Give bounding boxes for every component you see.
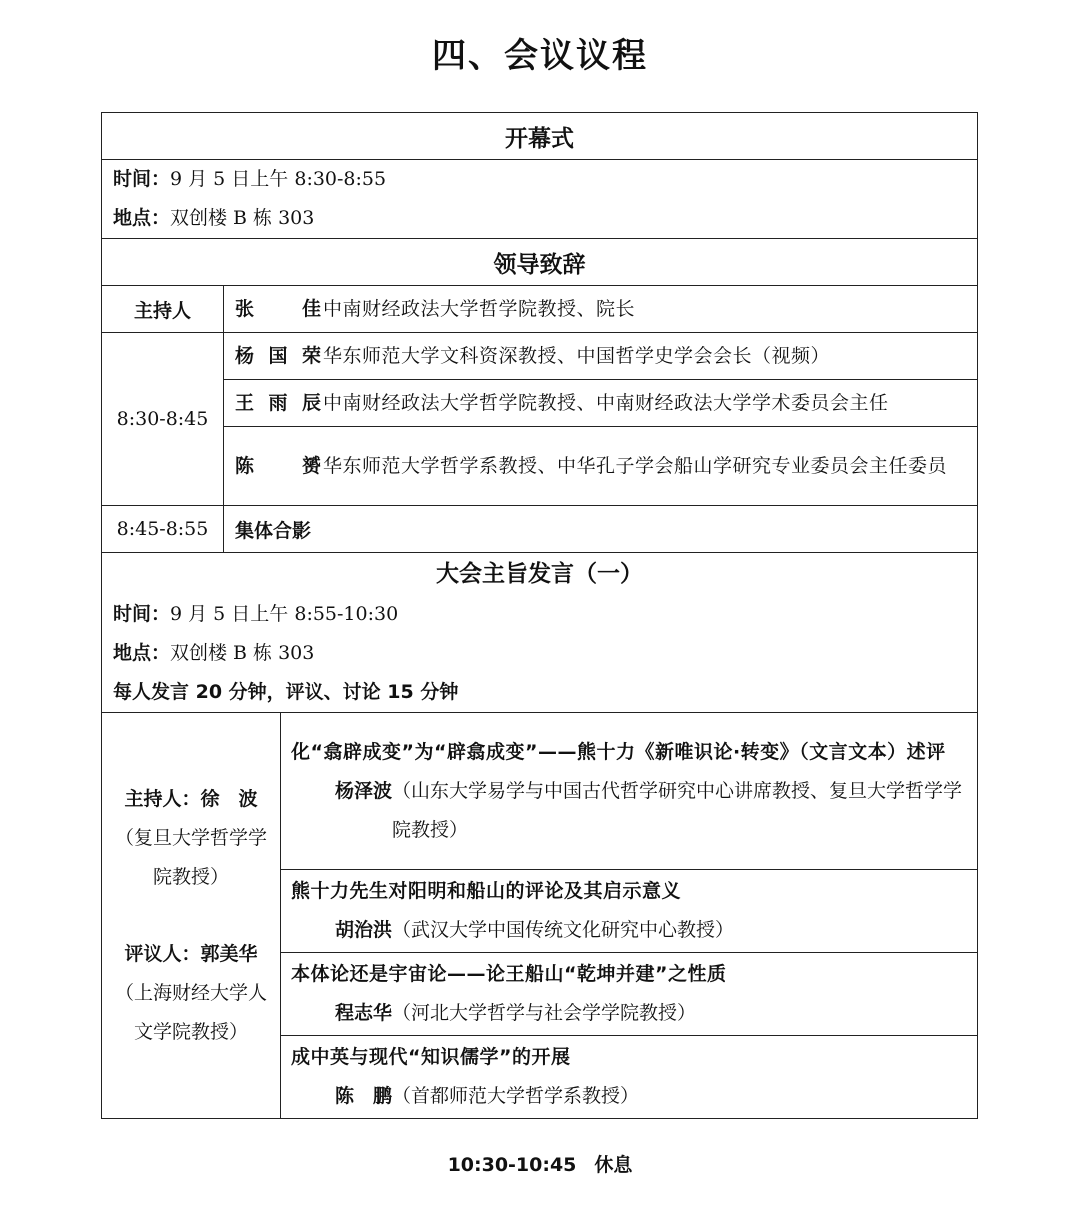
speaker-name: 陈 赟	[235, 454, 321, 477]
talk-item	[281, 713, 978, 870]
opening-heading: 开幕式	[102, 113, 978, 160]
keynote-hosts	[102, 713, 281, 1119]
talk-speaker: 陈 鹏	[335, 1085, 393, 1107]
talk-item	[281, 953, 978, 1036]
keynote-commentator: 评议人：郭美华	[124, 942, 258, 965]
talk-title: 本体论还是宇宙论——论王船山“乾坤并建”之性质	[291, 963, 727, 985]
leaders-heading: 领导致辞	[102, 239, 978, 286]
talk-affiliation: （首都师范大学哲学系教授）	[392, 1085, 640, 1107]
talk-item	[281, 1036, 978, 1119]
time-value: 9 月 5 日上午 8:30-8:55	[170, 168, 387, 190]
photo-label: 集体合影	[224, 506, 978, 553]
page-title: 四、会议议程	[432, 36, 648, 76]
break-time: 10:30-10:45	[447, 1154, 577, 1176]
time-value: 9 月 5 日上午 8:55-10:30	[170, 603, 399, 625]
keynote-host-aff: （复旦大学哲学学院教授）	[114, 826, 267, 888]
keynote-info	[102, 553, 978, 713]
talk-title: 成中英与现代“知识儒学”的开展	[291, 1046, 571, 1068]
opening-place	[102, 199, 977, 238]
speaker-row	[224, 427, 978, 506]
speaker-desc: 华东师范大学哲学系教授、中华孔子学会船山学研究专业委员会主任委员	[323, 454, 948, 477]
keynote-place	[102, 634, 977, 673]
talk-title: 化“翕辟成变”为“辟翕成变”——熊十力《新唯识论·转变》（文言文本）述评	[291, 740, 946, 763]
keynote-commentator-aff: （上海财经大学人文学院教授）	[114, 981, 267, 1043]
place-label: 地点：	[113, 207, 171, 229]
talk-item	[281, 870, 978, 953]
talk-title: 熊十力先生对阳明和船山的评论及其启示意义	[291, 880, 682, 902]
break-line	[0, 1150, 1080, 1177]
speaker-name: 杨国荣	[235, 344, 321, 367]
talk-speaker: 程志华	[335, 1002, 393, 1024]
keynote-rule: 每人发言 20 分钟，评议、讨论 15 分钟	[113, 681, 459, 703]
keynote-heading: 大会主旨发言（一）	[436, 561, 643, 587]
keynote-time	[102, 595, 977, 634]
break-label: 休息	[594, 1154, 633, 1176]
place-label: 地点：	[113, 642, 171, 664]
speaker-row	[224, 380, 978, 427]
speaker-name: 王雨辰	[235, 391, 321, 414]
speaker-desc: 中南财经政法大学哲学院教授、中南财经政法大学学术委员会主任	[323, 391, 889, 414]
talk-speaker: 胡治洪	[335, 919, 393, 941]
host-name: 张 佳	[235, 297, 321, 320]
time-label: 时间：	[113, 168, 171, 190]
talk-affiliation: （河北大学哲学与社会学学院教授）	[392, 1002, 697, 1024]
agenda-table	[101, 112, 978, 1119]
talk-speaker: 杨泽波	[335, 779, 393, 802]
host-cell	[224, 286, 978, 333]
opening-info	[102, 160, 978, 239]
time-label: 时间：	[113, 603, 171, 625]
keynote-host: 主持人：徐 波	[124, 787, 258, 810]
speech-time: 8:30-8:45	[102, 333, 224, 506]
host-desc: 中南财经政法大学哲学院教授、院长	[323, 297, 636, 320]
opening-time	[102, 160, 977, 199]
host-label: 主持人	[102, 286, 224, 333]
speaker-desc: 华东师范大学文科资深教授、中国哲学史学会会长（视频）	[323, 344, 831, 367]
talk-affiliation: （武汉大学中国传统文化研究中心教授）	[392, 919, 735, 941]
talk-affiliation: （山东大学易学与中国古代哲学研究中心讲席教授、复旦大学哲学学院教授）	[392, 779, 963, 841]
place-value: 双创楼 B 栋 303	[170, 642, 315, 664]
place-value: 双创楼 B 栋 303	[170, 207, 315, 229]
photo-time: 8:45-8:55	[102, 506, 224, 553]
speaker-row	[224, 333, 978, 380]
